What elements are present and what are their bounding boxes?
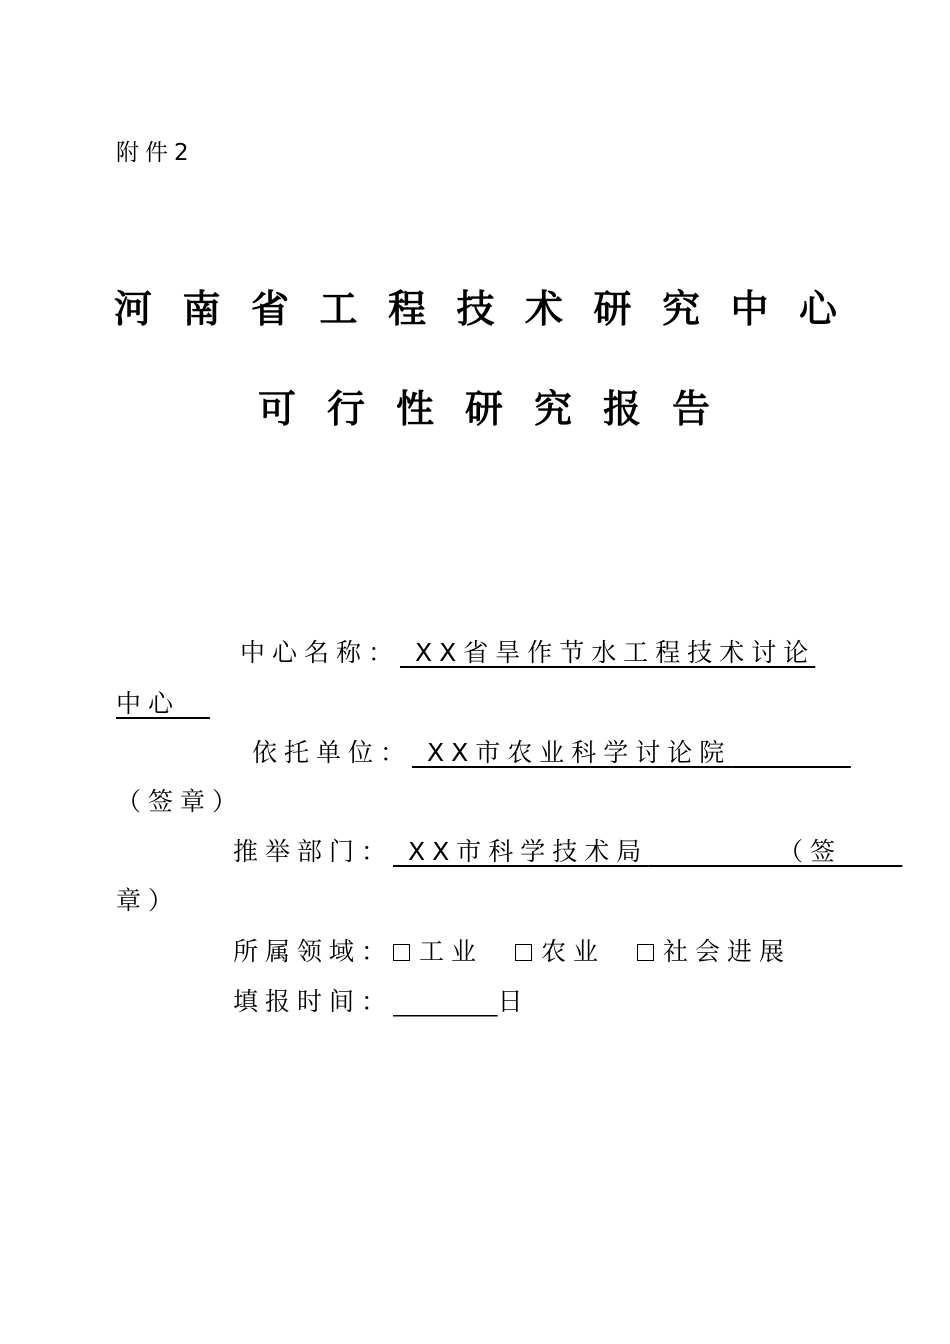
host-unit-label: 依托单位： [252, 738, 413, 767]
main-title-line-1: 河南省工程技术研究中心 [114, 287, 868, 331]
attachment-label: 附件2 [116, 140, 195, 166]
domain-option-agriculture[interactable]: 农业 [515, 937, 605, 966]
domain-row [233, 932, 791, 968]
checkbox-icon[interactable] [637, 944, 654, 961]
fill-date-row [233, 982, 530, 1018]
recommend-dept-label: 推举部门： [233, 837, 394, 866]
recommend-dept-seal-part2: 章） [116, 886, 181, 915]
center-name-label: 中心名称： [240, 638, 401, 667]
host-unit-seal-row [116, 782, 244, 818]
host-unit-value: XX市农业科学讨论院 [426, 738, 732, 767]
main-title-line-2: 可行性研究报告 [258, 387, 742, 431]
fill-date-suffix: 日 [497, 987, 530, 1016]
domain-option-social-development[interactable]: 社会进展 [637, 937, 791, 966]
recommend-dept-seal-part1: （签 [778, 837, 843, 866]
domain-label: 所属领域： [233, 937, 394, 966]
center-name-value-continued: 中心 [116, 689, 181, 718]
fill-date-blank[interactable] [393, 987, 498, 1016]
checkbox-icon[interactable] [515, 944, 532, 961]
recommend-dept-value: XX市科学技术局 [407, 837, 649, 866]
host-unit-row [252, 733, 851, 769]
center-name-row [240, 633, 815, 669]
host-unit-seal: （签章） [116, 787, 245, 816]
domain-option-industry[interactable]: 工业 [393, 937, 483, 966]
checkbox-icon[interactable] [393, 944, 410, 961]
center-name-row-continued [116, 684, 210, 720]
center-name-value: XX省旱作节水工程技术讨论 [414, 638, 816, 667]
fill-date-label: 填报时间： [233, 987, 394, 1016]
